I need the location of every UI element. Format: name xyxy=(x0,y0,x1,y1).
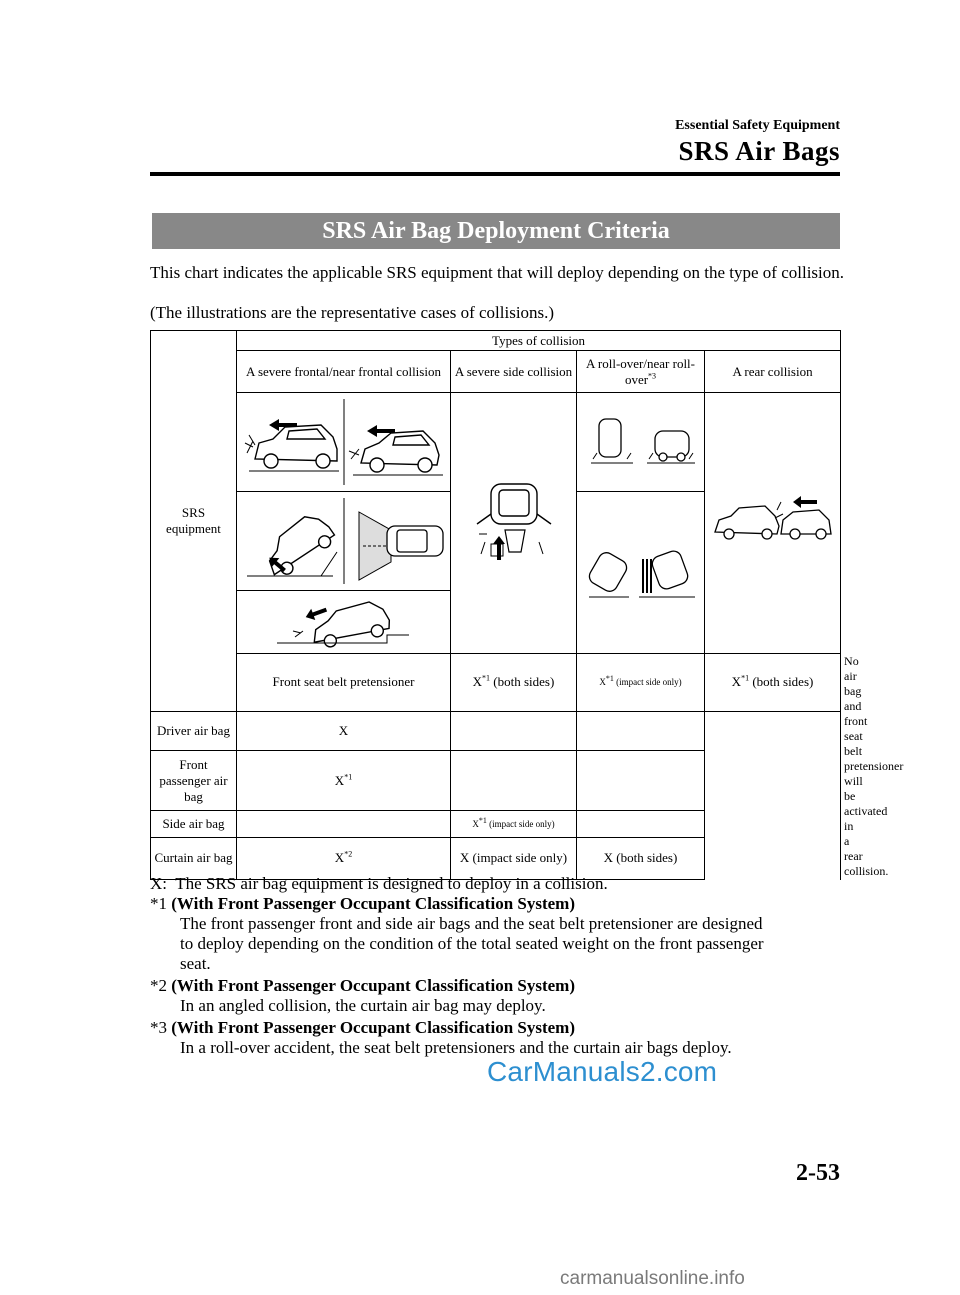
note-2-title: *2 (With Front Passenger Occupant Classification System) xyxy=(150,976,575,995)
frontal-illustration-3 xyxy=(237,591,451,654)
note-1-line: to deploy depending on the condition of the total seated weight on the front passenger xyxy=(180,934,764,953)
rear-illustration xyxy=(705,393,841,654)
row-label-pretensioner: Front seat belt pretensioner xyxy=(237,654,451,712)
note-3-text: In a roll-over accident, the seat belt pretensioners and the curtain air bags deploy. xyxy=(180,1038,732,1057)
note-3-title: *3 (With Front Passenger Occupant Classification System) xyxy=(150,1018,575,1037)
types-of-collision-header: Types of collision xyxy=(237,331,841,351)
side-illustration xyxy=(451,393,577,654)
col-rollover-header: A roll-over/near roll-over$^{*3}$ xyxy=(577,351,705,393)
intro-note: (The illustrations are the representative cases of collisions.) xyxy=(150,303,555,322)
frontal-illustration-2 xyxy=(237,492,451,591)
cell-passenger-frontal: $X^{*1}$ xyxy=(237,751,451,811)
running-header-title: SRS Air Bags xyxy=(678,136,840,166)
cell-curtain-side: X (impact side only) xyxy=(451,837,577,879)
note-x: X: The SRS air bag equipment is designed to deploy in a collision. xyxy=(150,874,608,893)
cell-curtain-rollover: X (both sides) xyxy=(577,837,705,879)
cell-driver-frontal: X xyxy=(237,711,451,751)
cell-passenger-rollover xyxy=(577,751,705,811)
col-side-header: A severe side collision xyxy=(451,351,577,393)
row-label-curtain-air-bag: Curtain air bag xyxy=(151,837,237,879)
note-2-text: In an angled collision, the curtain air bag may deploy. xyxy=(180,996,546,1015)
cell-sidebag-rollover xyxy=(577,811,705,838)
frontal-angled-figures xyxy=(237,492,451,590)
cell-sidebag-frontal xyxy=(237,811,451,838)
srs-equipment-header: SRS equipment xyxy=(151,331,237,712)
frontal-offset-figure xyxy=(237,591,451,653)
row-label-passenger-air-bag: Front passenger air bag xyxy=(151,751,237,811)
cell-curtain-frontal: $X^{*2}$ xyxy=(237,837,451,879)
cell-pretensioner-side: $X^{*1}$ (impact side only) xyxy=(577,654,705,712)
footnotes xyxy=(150,874,850,1074)
intro-paragraph: This chart indicates the applicable SRS equipment that will deploy depending on the type of collision. xyxy=(150,263,845,282)
deployment-criteria-table: SRS equipment Types of collision A severe frontal/near frontal collision A severe side collision A roll-over/near roll-over$^{*3}$ A rear collision Front seat belt pretensioner $X^{*1}$ (both sides) $X^{*1}$ (impact side only) $X^{*1}$ (both sides) No air bag and front seat belt pretensioner will be activated in a rear collision. Driver air bag X Front passenger air bag $X^{*1}$ Side air bag $X^{*1}$ (impact side only) Curtain air bag $X^{*2}$ X (impact side only) X (both sides) xyxy=(150,330,841,880)
cell-driver-rollover xyxy=(577,711,705,751)
rollover-illustration-1 xyxy=(577,393,705,492)
watermark-logo: CarManuals2.com xyxy=(487,1056,718,1087)
col-frontal-header: A severe frontal/near frontal collision xyxy=(237,351,451,393)
cell-pretensioner-rollover: $X^{*1}$ (both sides) xyxy=(705,654,841,712)
rollover-illustration-2 xyxy=(577,492,705,654)
section-banner: SRS Air Bag Deployment Criteria xyxy=(152,213,840,249)
cell-sidebag-side: $X^{*1}$ (impact side only) xyxy=(451,811,577,838)
note-1-line: seat. xyxy=(180,954,211,973)
rollover-figures-top xyxy=(577,393,705,491)
note-1-line: The front passenger front and side air bags and the seat belt pretensioner are designed xyxy=(180,914,763,933)
rollover-figures-bottom xyxy=(577,493,705,653)
frontal-illustration-1 xyxy=(237,393,451,492)
running-header-section: Essential Safety Equipment xyxy=(675,118,840,133)
row-label-driver-air-bag: Driver air bag xyxy=(151,711,237,751)
row-label-side-air-bag: Side air bag xyxy=(151,811,237,838)
footer-url: carmanualsonline.info xyxy=(560,1268,745,1289)
cell-pretensioner-frontal: $X^{*1}$ (both sides) xyxy=(451,654,577,712)
rear-collision-figure xyxy=(705,394,841,652)
note-1-title: *1 (With Front Passenger Occupant Classification System) xyxy=(150,894,575,913)
header-rule xyxy=(150,172,840,176)
cell-passenger-side xyxy=(451,751,577,811)
cell-driver-side xyxy=(451,711,577,751)
frontal-collision-figures xyxy=(237,393,451,491)
side-collision-figure xyxy=(451,394,577,652)
page-number: 2-53 xyxy=(796,1160,840,1186)
col-rear-header: A rear collision xyxy=(705,351,841,393)
